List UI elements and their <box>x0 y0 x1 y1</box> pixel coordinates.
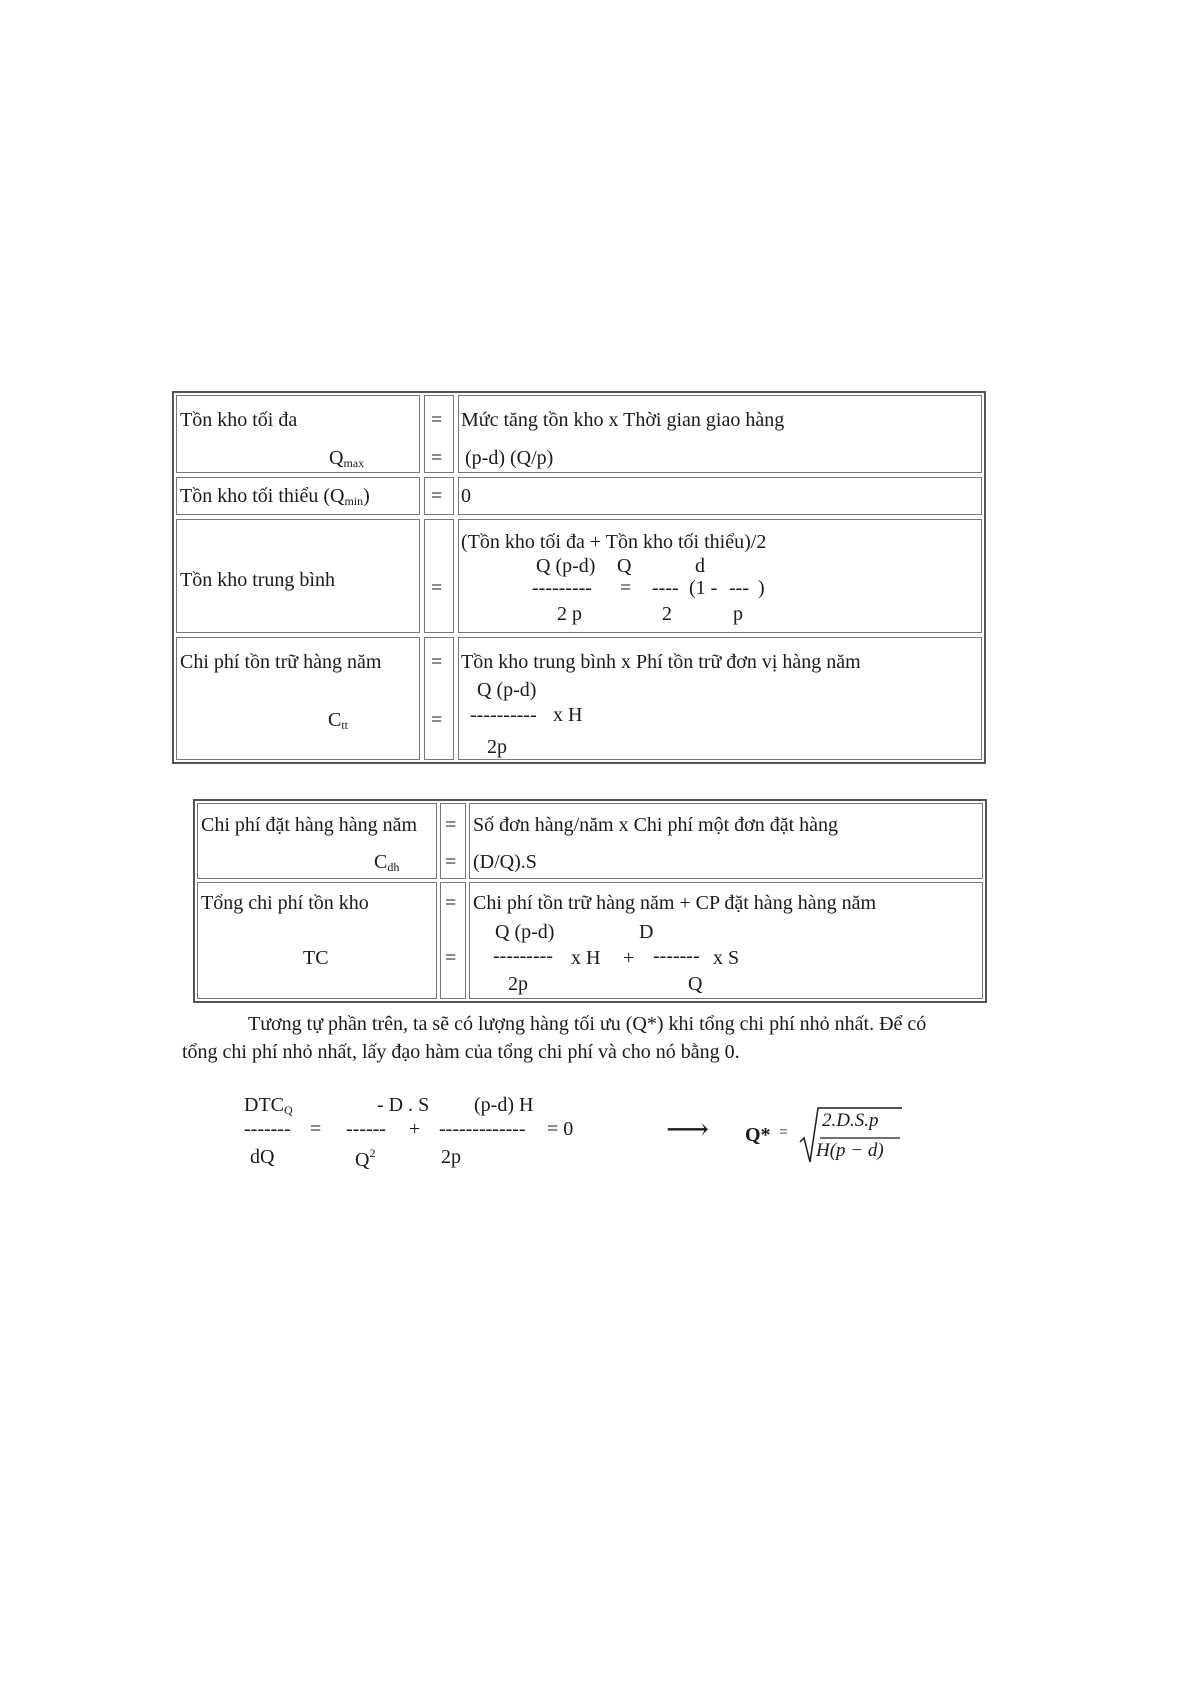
value-min: 0 <box>461 485 471 507</box>
equals-sign: = <box>445 947 457 969</box>
denominator-2p: 2p <box>441 1146 461 1168</box>
equals-sign: = <box>620 577 632 599</box>
label-avg-inventory: Tồn kho trung bình <box>180 569 335 591</box>
paren-close: ) <box>758 577 765 599</box>
fraction-bar: ------ <box>346 1118 386 1140</box>
fraction-bar: ------------- <box>439 1118 526 1140</box>
definition-avg: (Tồn kho tối đa + Tồn kho tối thiểu)/2 <box>461 531 767 553</box>
numerator: Q (p-d) <box>477 679 537 701</box>
definition-holding-cost: Tồn kho trung bình x Phí tồn trữ đơn vị hàng năm <box>461 651 861 673</box>
label-min-inventory: Tồn kho tối thiểu $(Q_{min})$ <box>180 485 370 508</box>
equals-sign: = <box>431 447 443 469</box>
equals-sign: = <box>310 1118 322 1140</box>
equals-sign: = <box>445 892 457 914</box>
denominator: 2p <box>487 736 507 758</box>
numerator-pdh: (p-d) H <box>474 1094 534 1116</box>
denominator-dq: dQ <box>250 1146 275 1168</box>
cell-def-min <box>458 477 982 515</box>
denominator: 2 p <box>557 603 582 625</box>
numerator: d <box>695 555 705 577</box>
equals-sign: = <box>445 814 457 836</box>
equals-sign: = <box>431 485 443 507</box>
plus-sign: + <box>409 1118 421 1140</box>
denominator-q2: $Q^2$ <box>355 1146 376 1171</box>
result-qstar: Q* <box>745 1124 771 1146</box>
equals-sign: = <box>431 577 443 599</box>
formula-qmax: (p-d) (Q/p) <box>465 447 554 469</box>
sqrt-denominator: H(p − d) <box>816 1140 884 1161</box>
numerator: D <box>639 921 654 943</box>
denominator: 2 <box>662 603 672 625</box>
symbol-qmax: $Q_{max}$ <box>329 447 365 470</box>
fraction-bar: --------- <box>532 577 592 599</box>
symbol-ctt: $C_{tt}$ <box>328 709 349 732</box>
symbol-tc: TC <box>303 947 329 969</box>
equals-sign: = <box>779 1124 789 1141</box>
fraction-bar: --- <box>729 577 749 599</box>
fraction-bar: ------- <box>653 945 700 967</box>
denominator: Q <box>688 973 703 995</box>
equals-sign: = <box>445 851 457 873</box>
multiply-h: x H <box>571 947 601 969</box>
sqrt-numerator: 2.D.S.p <box>822 1110 879 1131</box>
right-arrow-icon: ⟶ <box>666 1113 710 1146</box>
numerator: Q <box>617 555 632 577</box>
denominator: p <box>733 603 743 625</box>
label-holding-cost: Chi phí tồn trữ hàng năm <box>180 651 382 673</box>
equals-zero: = 0 <box>547 1118 574 1140</box>
cell-eq-avg <box>424 519 454 633</box>
fraction-bar: ------- <box>244 1118 291 1140</box>
label-total-cost: Tổng chi phí tồn kho <box>201 892 369 914</box>
symbol-cdh: $C_{dh}$ <box>374 851 400 874</box>
fraction-bar: ---------- <box>470 704 537 726</box>
multiply-s: x S <box>713 947 740 969</box>
definition-ordering-cost: Số đơn hàng/năm x Chi phí một đơn đặt hàng <box>473 814 839 836</box>
numerator-dtc: $DTC_Q$ <box>244 1094 293 1117</box>
equals-sign: = <box>431 409 443 431</box>
label-max-inventory: Tồn kho tối đa <box>180 409 298 431</box>
multiply-h: x H <box>553 704 583 726</box>
denominator: 2p <box>508 973 528 995</box>
fraction-bar: --------- <box>493 945 553 967</box>
formula-ordering-cost: (D/Q).S <box>473 851 537 873</box>
sqrt-sign-icon <box>798 1104 904 1166</box>
paragraph-line-2: tổng chi phí nhỏ nhất, lấy đạo hàm của tổng chi phí và cho nó bằng 0. <box>182 1041 740 1063</box>
numerator: Q (p-d) <box>495 921 555 943</box>
cell-label-max <box>176 395 420 473</box>
paragraph-line-1: Tương tự phần trên, ta sẽ có lượng hàng tối ưu (Q*) khi tổng chi phí nhỏ nhất. Để có <box>248 1013 927 1035</box>
numerator-ds: - D . S <box>377 1094 430 1116</box>
numerator: Q (p-d) <box>536 555 596 577</box>
fraction-bar: ---- <box>652 577 679 599</box>
inventory-table-1 <box>172 391 986 764</box>
label-ordering-cost: Chi phí đặt hàng hàng năm <box>201 814 418 836</box>
equals-sign: = <box>431 709 443 731</box>
inventory-table-2 <box>193 799 987 1003</box>
plus-sign: + <box>623 947 635 969</box>
paren-open: (1 - <box>689 577 718 599</box>
definition-max: Mức tăng tồn kho x Thời gian giao hàng <box>461 409 785 431</box>
definition-total-cost: Chi phí tồn trữ hàng năm + CP đặt hàng hàng năm <box>473 892 876 914</box>
equals-sign: = <box>431 651 443 673</box>
